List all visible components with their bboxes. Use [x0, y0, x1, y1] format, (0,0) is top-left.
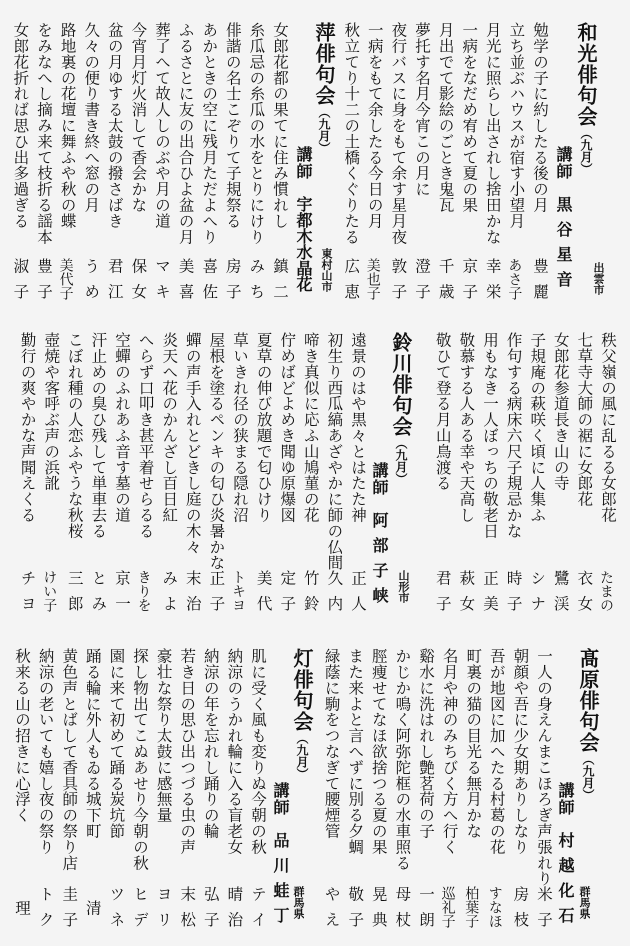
poem-text: 空蟬のふれあふ音す墓の道: [113, 332, 131, 523]
section-title-text: 鈴川俳句会: [389, 332, 413, 437]
section-title: [389, 332, 413, 485]
poem-author: ヒデ: [131, 886, 149, 937]
poem-text: 遠景のはや黒々とはたた神: [349, 332, 367, 523]
poem-text: 作句する病床六尺子規忌かな: [504, 332, 523, 539]
spacer: [370, 496, 389, 512]
poem-author: 久内: [325, 570, 344, 621]
poem-author: うめ: [82, 258, 101, 309]
poem-text: 納涼のうかれ輪に入る盲老女: [225, 648, 244, 855]
poem-text: 女郎花都の果てに住み慣れし: [271, 22, 289, 229]
poem-text: 名月や神のみちびく方へ行く: [440, 648, 459, 855]
poem-author: 清: [83, 900, 102, 916]
poem-text: 一病をなだめ宥めて夏の果: [460, 22, 479, 213]
poem-author: けい子: [41, 570, 58, 612]
poem-author: 澄子: [413, 258, 431, 309]
poem-text: 啼き真似に応ふ山鳩菫の花: [301, 332, 320, 523]
poem-author: みよ: [160, 570, 179, 621]
poem-author: あさ子: [506, 258, 523, 300]
poem-text: 七草寺大師の裾に女郎花: [575, 332, 594, 507]
poem-author: 一朗: [417, 886, 435, 937]
place-label: 山形市: [397, 570, 410, 603]
section-month: （九月）: [394, 437, 408, 485]
teacher-name: 阿部子峡: [370, 512, 389, 612]
poem-author: 京一: [113, 570, 131, 621]
poem-author: 正子: [207, 570, 226, 621]
poem-author: 美也子: [364, 258, 381, 300]
poem-author: 敬子: [346, 886, 365, 937]
spacer: [294, 180, 313, 196]
poem-text: 初生り西瓜縞あざやかに師の仏間: [325, 332, 344, 571]
poem-text: 草いきれ径の狭まる隠れ沼: [231, 332, 249, 523]
teacher-label: 講師: [556, 782, 575, 816]
poem-author: 幸栄: [483, 258, 502, 309]
poem-text: 用もなき一人ぼっちの敬老日: [481, 332, 499, 539]
poem-text: 探し物出てこぬあせり今朝の秋: [131, 648, 149, 871]
spacer: [556, 816, 575, 832]
poem-author: 衣女: [575, 570, 594, 621]
section-month: （九月）: [579, 127, 593, 175]
place-label: 東村山市: [320, 248, 333, 292]
poem-text: 子規庵の萩咲く頃に人集ふ: [528, 332, 547, 523]
poem-author: 母杖: [393, 886, 412, 937]
poem-text: 久々の便り書き終へ窓の月: [82, 22, 101, 213]
poem-text: 脛痩せてなほ欲捨つる夏の果: [369, 648, 388, 855]
section-title-text: 髙原俳句会: [576, 648, 600, 753]
poem-author: 鷺渓: [551, 570, 570, 621]
poem-text: 緑蔭に駒をつなぎて腰煙管: [322, 648, 341, 839]
teacher-line: [369, 462, 389, 612]
teacher-label: 講師: [370, 462, 389, 496]
poem-text: 佇めばどよめき聞ゆ原爆図: [278, 332, 297, 523]
poem-author: 房子: [223, 258, 242, 309]
teacher-name: 品川蛙丁: [271, 832, 290, 932]
poem-author: 末治: [183, 570, 202, 621]
poem-text: 一病をもて余したる今日の月: [365, 22, 384, 229]
poem-author: 豊麗: [531, 258, 549, 309]
poem-author: 理: [13, 900, 31, 916]
poem-author: 鎮二: [271, 258, 289, 309]
poem-text: 月出でて影絵のごとき鬼瓦: [436, 22, 455, 213]
poem-text: 敬慕する人ある幸や天高し: [457, 332, 476, 523]
poem-author: 巡礼子: [439, 886, 456, 928]
place-label: 群馬県: [292, 886, 305, 919]
poem-text: 勉学の子に約したる後の月: [531, 22, 549, 213]
place-label: 群馬県: [578, 886, 591, 919]
poem-text: 夜行バスに身をもて余す星月夜: [389, 22, 408, 245]
poem-text: 若き日の思ひ出つづる虫の声: [178, 648, 197, 855]
section-title: [574, 22, 598, 175]
poem-author: シナ: [528, 570, 547, 621]
teacher-line: [293, 146, 313, 292]
poem-text: 葬了へて故人しのぶや月の道: [153, 22, 171, 229]
poem-text: 秋立てり十二の土橋くぐりたる: [342, 22, 361, 245]
poem-author: 晴治: [225, 886, 244, 937]
poem-text: 朝顔や吾に少女期ありしなり: [511, 648, 530, 855]
poem-author: 豊子: [35, 258, 53, 309]
poem-author: ツネ: [107, 886, 126, 937]
poem-author: ヨリ: [154, 886, 173, 937]
poem-text: 黄色声とばして香具師の祭り店: [60, 648, 79, 871]
place-label: 出雲市: [592, 262, 605, 295]
poem-author: 晃典: [369, 886, 388, 937]
poem-text: へらず口叩き甚平着せらるる: [136, 332, 155, 539]
poem-author: たまの: [598, 570, 614, 612]
teacher-name: 黒谷星音: [554, 196, 573, 296]
poem-text: 肌に受く風も変りぬ今朝の秋: [249, 648, 267, 855]
poem-author: 三郎: [65, 570, 84, 621]
teacher-line: [270, 782, 290, 932]
poem-author: 喜佐: [200, 258, 219, 309]
poem-text: 蟬の声手入れとどきし庭の木々: [183, 332, 202, 555]
poem-text: 立ち並ぶハウスが宿す小望月: [507, 22, 526, 229]
poem-text: 吾が地図に加へたる村葛の花: [487, 648, 506, 855]
poem-text: 壺焼や客呼ぶ声の浜訛: [42, 332, 61, 491]
poem-author: 美代子: [57, 258, 74, 300]
section-month: （九月）: [317, 106, 331, 154]
poem-author: 萩女: [457, 570, 476, 621]
section-title-text: 萍俳句会: [312, 22, 336, 106]
poem-text: 月光に照らし出されし捨田かな: [483, 22, 502, 245]
teacher-name: 宇都木水晶花: [294, 196, 313, 292]
poem-text: 女郎花折れば思ひ出多過ぎる: [11, 22, 30, 229]
poem-author: 竹鈴: [301, 570, 320, 621]
teacher-label: 講師: [554, 146, 573, 180]
poem-author: 定子: [278, 570, 297, 621]
poem-text: かじか鳴く阿弥陀框の水車照る: [393, 648, 412, 871]
poem-text: 俳諧の名士こぞりて子規祭る: [223, 22, 242, 229]
spacer: [554, 180, 573, 196]
poem-author: 正人: [349, 570, 367, 621]
poem-text: 町裏の猫の目光る無月かな: [464, 648, 483, 839]
poem-author: 京子: [460, 258, 479, 309]
poem-author: とみ: [89, 570, 108, 621]
poem-author: きりを: [135, 570, 152, 612]
section-title-text: 灯俳句会: [290, 648, 314, 732]
poem-text: 汗止めの臭ひ残して単車去る: [89, 332, 108, 539]
poem-text: また来よと言へずに別る夕蜩: [346, 648, 365, 855]
poem-author: 美喜: [176, 258, 195, 309]
poem-author: 房枝: [511, 886, 530, 937]
teacher-label: 講師: [294, 146, 313, 180]
teacher-name: 村越化石: [556, 832, 575, 932]
poem-text: 豪壮な祭り太鼓に感無量: [154, 648, 173, 823]
poem-author: 正美: [481, 570, 499, 621]
poem-author: 柏葉子: [463, 886, 480, 928]
poem-text: 女郎花参道長き山の寺: [551, 332, 570, 491]
poem-text: 屋根を塗るペンキの匂ひ炎暑かな: [207, 332, 226, 571]
section-month: （九月）: [295, 732, 309, 780]
poem-author: トキヨ: [230, 570, 246, 612]
poem-text: あかときの空に残月ただよへり: [200, 22, 219, 245]
poem-text: こぼれ種の人恋ふやうな秋桜: [65, 332, 84, 539]
poem-author: トク: [36, 886, 55, 937]
poem-author: 圭子: [60, 886, 79, 937]
poem-text: 盆の月ゆする太鼓の撥さばき: [105, 22, 124, 229]
poem-author: 時子: [504, 570, 523, 621]
section-title: [576, 648, 600, 801]
teacher-line: [555, 782, 575, 932]
poem-text: 秩父嶺の風に乱るる女郎花: [599, 332, 617, 523]
poem-author: 淑子: [11, 258, 30, 309]
poem-text: 夏草の伸び放題で匂ひけり: [254, 332, 273, 523]
section-title: [290, 648, 314, 780]
spacer: [271, 816, 290, 832]
poem-author: 千歳: [436, 258, 455, 309]
poem-text: 一人の身えんまこほろぎ声張れり: [535, 648, 553, 887]
poem-author: やえ: [322, 886, 341, 937]
poem-text: 糸瓜忌の糸瓜の水をとりにけり: [247, 22, 266, 245]
poem-text: 勤行の爽やかな声聞えくる: [18, 332, 37, 523]
poem-text: ふるさとに友の出合ひよ盆の月: [176, 22, 195, 245]
poem-text: 納涼の年を忘れし踊りの輪: [201, 648, 220, 839]
poem-text: 路地裏の花壇に舞ふや秋の蝶: [58, 22, 77, 229]
poem-text: 夢托す名月今宵この月に: [413, 22, 431, 197]
poem-text: 秋来る山の招きに心浮く: [13, 648, 31, 823]
poem-author: 広恵: [342, 258, 361, 309]
poem-text: をみなへし摘み来て枝折る謡本: [35, 22, 53, 245]
poem-text: 今宵月灯火消して香会かな: [129, 22, 148, 213]
section-title-text: 和光俳句会: [574, 22, 598, 127]
poem-author: 弘子: [201, 886, 220, 937]
poem-author: 保女: [129, 258, 148, 309]
poem-author: 美代: [254, 570, 273, 621]
teacher-label: 講師: [271, 782, 290, 816]
poem-text: 炎天へ花のかんざし百日紅: [160, 332, 179, 523]
poem-author: マキ: [153, 258, 171, 309]
poem-text: 敬ひて登る月山鳥渡る: [433, 332, 452, 491]
poem-author: 米子: [535, 886, 553, 937]
section-title: [312, 22, 336, 154]
poem-author: 末松: [178, 886, 197, 937]
poem-text: 納涼の老いても嬉し夜の祭り: [36, 648, 55, 855]
poem-author: 敦子: [389, 258, 408, 309]
poem-text: 谿水に洗はれし艶茗荷の子: [417, 648, 435, 839]
poem-author: 君子: [433, 570, 452, 621]
section-month: （九月）: [581, 753, 595, 801]
poem-author: すなほ: [486, 886, 503, 928]
teacher-line: [553, 146, 573, 296]
poem-author: テイ: [249, 886, 267, 937]
poem-text: 踊る輪に外人もゐる城下町: [83, 648, 102, 839]
poem-text: 園に来て初めて踊る炭坑節: [107, 648, 126, 839]
poem-author: 君江: [105, 258, 124, 309]
poem-author: チヨ: [18, 570, 37, 621]
poem-author: みち: [247, 258, 266, 309]
